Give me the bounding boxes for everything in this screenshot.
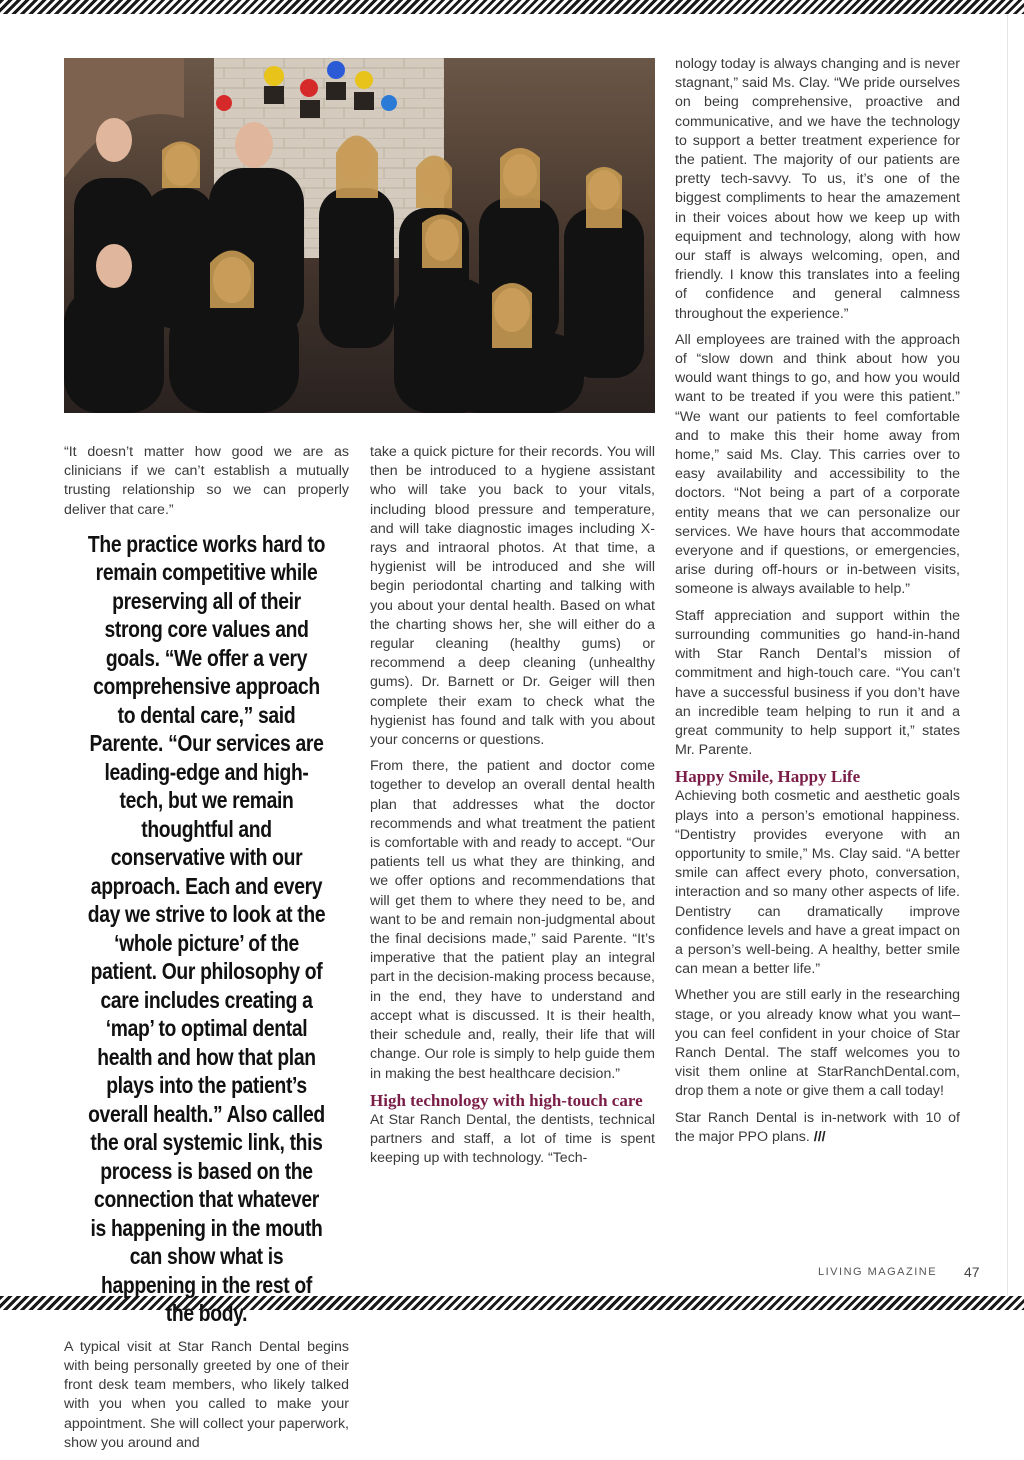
body-paragraph: Whether you are still early in the researching stage, or you already know what you want–you can feel confident in your choice of Star Ranch Dental. The staff welcomes you to visit them online at StarRanchDental.com, drop them a note or give them a call today! bbox=[675, 987, 960, 1100]
closing-text: Star Ranch Dental is in-network with 10 of the major PPO plans. bbox=[675, 1109, 960, 1145]
page-edge bbox=[1007, 14, 1024, 1296]
subheading-high-technology: High technology with high-touch care bbox=[370, 1090, 643, 1110]
subheading-happy-smile: Happy Smile, Happy Life bbox=[675, 767, 861, 787]
column-3 bbox=[675, 55, 960, 1154]
body-paragraph: nology today is always changing and is never stagnant,” said Ms. Clay. “We pride ourselves on being comprehensive, proactive and communicative, and we have the technology to support a better treatment experience for the patient. The majority of our patients are pretty tech-savvy. To us, it’s one of the biggest compliments to hear the amazement in their voices about how we keep up with equipment and technology, along with how our staff is always welcoming, open, and friendly. I know this translates into a feeling of confidence and general calmness throughout the experience.” bbox=[675, 56, 960, 322]
pull-quote: The practice works hard to remain competitive while preserving all of their strong core values and goals. “We offer a very comprehensive approach to dental care,” said Parente. “Our services are leading-edge and high-tech, but we remain thoughtful and conservative with our approach. Each and every day we strive to look at the ‘whole picture’ of the patient. Our philosophy of care includes creating a ‘map’ to optimal dental health and how that plan plays into the patient’s overall health.” Also called the oral systemic link, this process is based on the connection that whatever is happening in the mouth can show what is happening in the rest of the body. bbox=[87, 530, 326, 1327]
intro-quote: “It doesn’t matter how good we are as clinicians if we can’t establish a mutually trusting relationship so we can properly deliver that care.” bbox=[64, 444, 349, 518]
body-paragraph: A typical visit at Star Ranch Dental begins with being personally greeted by one of their front desk team members, who likely talked with you when you called to make your appointment. She will collect your paperwork, show you around and bbox=[64, 1338, 349, 1451]
closing-paragraph bbox=[675, 1109, 960, 1147]
top-border-stripe bbox=[0, 0, 1024, 14]
body-paragraph: Achieving both cosmetic and aesthetic goals plays into a person’s emotional happiness. “Dentistry provides everyone with an opportunity to smile,” Ms. Clay said. “A better smile can affect every photo, conversation, interaction and so many other aspects of life. Dentistry can dramatically improve confidence levels and have a great impact on a person’s well-being. A healthy, better smile can mean a better life.” bbox=[675, 788, 960, 978]
group-photo-icon bbox=[64, 58, 655, 413]
column-2 bbox=[370, 443, 655, 1175]
body-paragraph: Staff appreciation and support within the surrounding communities go hand-in-hand with Star Ranch Dental’s mission of commitment and high-touch care. “You can’t have a successful business if you don’t have an incredible team helping to run it and a great community to help support it,” states Mr. Parente. bbox=[675, 607, 960, 759]
body-paragraph: All employees are trained with the approach of “slow down and think about how you would want things to go, and how you would want to be treated if you were this patient.” “We want our patients to feel comfortable and to make this their home away from home,” said Ms. Clay. This carries over to easy availability and accessibility to the doctors. “Not being a part of a corporate entity means that we can personalize our services. We have hours that accommodate everyone and if questions, or emergencies, arise during off-hours or in-between visits, someone is always available to help.” bbox=[675, 331, 960, 598]
column-1 bbox=[64, 443, 349, 1460]
body-paragraph: take a quick picture for their records. You will then be introduced to a hygiene assistant who will take you back to your vitals, including blood pressure and temperature, and will take diagnostic images including X-rays and intraoral photos. At that time, a hygienist will be introduced and she will begin periodontal charting and talking with you about your dental health. Based on what the charting shows her, she will either do a regular cleaning (healthy gums) or recommend a deep cleaning (unhealthy gums). Dr. Barnett or Dr. Geiger will then complete their exam to check what the hygienist has found and talk with you about your concerns or questions. bbox=[370, 444, 655, 749]
publication-name: LIVING MAGAZINE bbox=[818, 1266, 938, 1278]
team-photo bbox=[64, 58, 655, 413]
page-number: 47 bbox=[964, 1264, 980, 1280]
body-paragraph: At Star Ranch Dental, the dentists, technical partners and staff, a lot of time is spent keeping up with technology. “Tech- bbox=[370, 1111, 655, 1167]
end-mark: /// bbox=[813, 1128, 826, 1145]
body-paragraph: From there, the patient and doctor come together to develop an overall dental health plan that addresses what the doctor recommends and what treatment the patient is comfortable with and ready to accept. “Our patients tell us what they are thinking, and we offer options and recommendations that will get them to where they need to be, and want to be and remain non-judgmental about the final decisions made,” said Parente. “It’s imperative that the patient play an integral part in the decision-making process because, in the end, they have to understand and accept what is discussed. It is their health, their schedule and, really, their life that will change. Our role is simply to help guide them in making the best healthcare decision.” bbox=[370, 758, 655, 1082]
